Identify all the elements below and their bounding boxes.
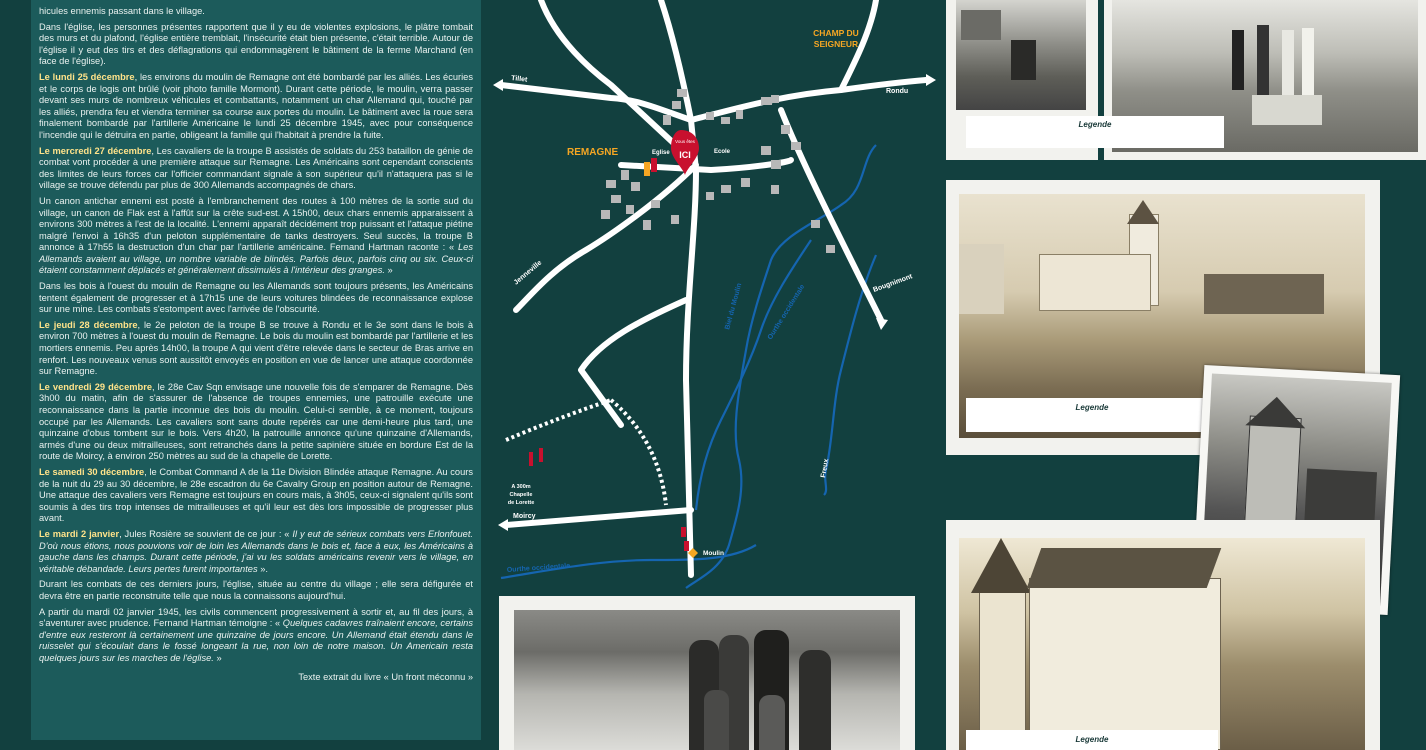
label-eglise: Eglise xyxy=(652,150,670,156)
quote: Les Allemands avaient au village, un nombre variable de blindés. Parfois deux, parfois cinq ou six. Ceux-ci étaient constamment déplacés et généralement dissimulés à l'intérieur des granges. xyxy=(39,242,473,276)
map-svg xyxy=(481,0,941,600)
photo-church-closeup xyxy=(946,520,1380,750)
label-moulin: Moulin xyxy=(703,550,724,557)
paragraph: Dans les bois à l'ouest du moulin de Remagne ou les Allemands sont toujours présents, les Américains tentent également de progresser et à 17h15 une de leurs voitures blindées de reconnaissance explose sur une mine. Les combats s'estompent avec l'arrivée de l'obscurité. xyxy=(39,281,473,315)
label-rondu: Rondu xyxy=(886,88,909,95)
label-chapelle-line1: A 300m xyxy=(511,484,531,490)
paragraph: hicules ennemis passant dans le village. xyxy=(39,6,205,16)
caption-4: Legende xyxy=(966,730,1218,750)
trail-west xyxy=(506,400,611,440)
roads xyxy=(501,0,926,575)
date-heading: Le mardi 2 janvier xyxy=(39,528,120,539)
label-bougnimont: Bougnimont xyxy=(872,273,914,294)
label-chapelle-line3: de Lorette xyxy=(507,500,535,506)
source-credit: Texte extrait du livre « Un front méconnu » xyxy=(298,672,473,683)
article-text xyxy=(31,0,481,740)
village-map xyxy=(481,0,941,600)
photo-church-closeup-image xyxy=(959,538,1365,750)
road-labels xyxy=(511,75,914,520)
arrow-rondu xyxy=(926,74,936,86)
paragraph: Le jeudi 28 décembre, le 2e peloton de la troupe B se trouve à Rondu et le 3e sont dans le bois à environ 700 mètres à l'ouest du moulin de Remagne. Le bois du moulin est bombardé par l'artillerie et les mortiers ennemis. Peu après 14h00, la troupe A qui vient d'être relevée dans le secteur de Bras arrive en renfort. Les nouveaux venus sont aussitôt envoyés en position en vue de lancer une attaque coordonnée sur Remagne. xyxy=(39,319,474,377)
label-ourthe-1: Ourthe occidentale xyxy=(766,283,807,342)
paragraph: Le mercredi 27 décembre, Les cavaliers de la troupe B assistés de soldats du 253 bataillon de génie de combat vont procéder à une première attaque sur Remagne. Les Américains sont cependant conscients des limites de leurs forces car l'officier commandant signale à son supérieur qu'il n'attaquera pas si le village se trouve défendu par plus de 300 Allemands accompagnés de chars. xyxy=(39,145,474,191)
label-biel: Biel du Moulin xyxy=(724,282,744,331)
road-bougnimont xyxy=(781,110,881,320)
caption-2: Legende xyxy=(966,398,1218,432)
trail-south xyxy=(611,400,666,505)
paragraph: Le samedi 30 décembre, le Combat Command A de la 11e Division Blindée attaque Remagne. Au cours de la nuit du 29 au 30 décembre, le 28e escadron du 6e Cavalry Group en position autour de Remagne. Une attaque des cavaliers vers Remagne est toujours en cours mais, à 3h05, ceux-ci signalent qu'ils sont soumis à des tirs trop intenses de mitrailleuses et qu'il leur est dès lors impossible de progresser plus avant. xyxy=(39,466,474,524)
date-heading: Le lundi 25 décembre xyxy=(39,71,135,82)
quote: Quelques cadavres traînaient encore, certains d'entre eux resteront là certainement une quinzaine de jours encore. Un Allemand était étendu dans le ruisselet qui s'écoulait dans le fossé longeant la rue, non loin de notre maison. Un Americain resta quelques jours sur les marches de l'église. xyxy=(39,618,473,663)
label-ourthe-2: Ourthe occidentale xyxy=(506,562,571,574)
label-ecole: Ecole xyxy=(714,149,731,155)
road-south xyxy=(686,120,696,575)
marker-small-label: Vous êtes xyxy=(675,139,695,144)
date-heading: Le jeudi 28 décembre xyxy=(39,319,138,330)
quote: Il y eut de sérieux combats vers Erlonfouet. D'où nous étions, nous pouvions voir de loin les Allemands dans le bois et, face à eux, les Américains à gauche dans les champs. Durant cette période, j'ai vu les soldats américains revenir vers le village, en véritable débandade. Leurs pertes furent importantes xyxy=(39,528,474,574)
paragraph: Le vendredi 29 décembre, le 28e Cav Sqn envisage une nouvelle fois de s'emparer de Remagne. Dès 3h00 du matin, afin de s'assurer de l'absence de troupes ennemies, une patrouille exécute une reconnaissance dans la partie inconnue des bois du moulin. Celui-ci semble, à ce moment, toujours occupé par les Allemands. Les cavaliers sont sans doute repérés car une demi-heure plus tard, une quinzaine d'obus tombent sur le bois. Vers 4h20, la patrouille annonce qu'une quinzaine d'Allemands, armés d'une ou deux mitrailleuses, sont retranchés dans la petite sapinière située en bordure Est de la route de Moircy, à environ 250 mètres au sud de la chapelle de Lorette. xyxy=(39,381,473,462)
caption-1: Legende xyxy=(966,116,1224,148)
date-heading: Le samedi 30 décembre xyxy=(39,466,145,477)
label-champ-line1: CHAMP DU xyxy=(813,28,859,38)
arrow-tillet xyxy=(493,79,503,91)
place-labels xyxy=(508,28,859,557)
paragraph: Un canon antichar ennemi est posté à l'embranchement des routes à 100 mètres de la sortie sud du village, un canon de Flak est à l'affût sur la crête sud-est. A 15h00, deux chars ennemis apparaissent à environs 300 mètres à l'est de la localité. L'ennemi apparaît décidément trop puissant et l'attaque piétine malgré l'envoi à 16h35 d'un peloton supplémentaire de tanks destroyers. Seul succès, la troupe B annonce à 17h55 la destruction d'un char par l'artillerie américaine. Fernand Hartman raconte : « Les Allemands avaient au village, un nombre variable de blindés. Parfois deux, parfois cinq ou six. Ceux-ci étaient constamment déplacés et généralement dissimulés à l'intérieur des granges. » xyxy=(39,195,473,276)
arrow-bougnimont xyxy=(876,318,888,330)
paragraph: Le lundi 25 décembre, les environs du moulin de Remagne ont été bombardé par les alliés. Les écuries et le corps de logis ont brûlé (voir photo famille Mormont). Durant cette période, le moulin, verra passer devant ses murs de nombreux véhicules et combattants, notamment un char Allemand qui, touché par les alliés, prendra feu et viendra terminer sa course aux portes du moulin. Le bâtiment avec la roue sera finalement bombardé par l'artillerie Américaine le lundi 25 décembre 1945, avec pour conséquence l'incendie qui le détruira en partie, obligeant la famille qui l'habitait à prendre la fuite. xyxy=(39,71,473,140)
paragraph: A partir du mardi 02 janvier 1945, les civils commencent progressivement à sortir et, au fil des jours, à s'aventurer avec prudence. Fernand Hartman témoigne : « Quelques cadavres traînaient encore, certains d'entre eux resteront là certainement une quinzaine de jours encore. Un Allemand était étendu dans le ruisselet qui s'écoulait dans le fossé longeant la rue, non loin de notre maison. Un Americain resta quelques jours sur les marches de l'église. » xyxy=(39,606,473,663)
photo-family-snow-image xyxy=(514,610,900,750)
river-biel xyxy=(686,145,876,588)
photo-family-snow xyxy=(499,596,915,750)
paragraph: Le mardi 2 janvier, Jules Rosière se souvient de ce jour : « Il y eut de sérieux combats vers Erlonfouet. D'où nous étions, nous pouvions voir de loin les Allemands dans le bois et, face à eux, les Américains à gauche dans les champs. Durant cette période, j'ai vu les soldats américains revenir vers le village, en véritable débandade. Leurs pertes furent importantes ». xyxy=(39,528,474,574)
label-champ-line2: SEIGNEUR xyxy=(813,39,859,49)
label-tillet: Tillet xyxy=(510,75,528,84)
arrow-moircy xyxy=(498,519,508,531)
label-village: REMAGNE xyxy=(567,147,619,158)
photo-house-image xyxy=(956,0,1086,110)
date-heading: Le vendredi 29 décembre xyxy=(39,381,153,392)
paragraph: Dans l'église, les personnes présentes rapportent que il y eu de violentes explosions, le plâtre tombait des murs et du plafond, l'église entière tremblait, l'insécurité était bien présente, c'était terrible. Autour de l'église il y eut des tirs et des déflagrations qui endommagèrent le bâtiment de la ferme Marchand (en face de l'église). xyxy=(39,21,473,67)
date-heading: Le mercredi 27 décembre xyxy=(39,145,152,156)
marker-big-label: ICI xyxy=(679,150,691,160)
label-freux: Freux xyxy=(820,458,831,479)
paragraph: Durant les combats de ces derniers jours, l'église, située au centre du village ; elle sera défigurée et devra être en partie reconstruite telle que nous la connaissons aujourd'hui. xyxy=(39,579,473,601)
label-chapelle-line2: Chapelle xyxy=(509,492,533,498)
river-branch xyxy=(696,240,811,510)
road-north xyxy=(541,0,681,150)
label-moircy: Moircy xyxy=(513,513,536,520)
label-jenneville: Jenneville xyxy=(512,259,544,287)
